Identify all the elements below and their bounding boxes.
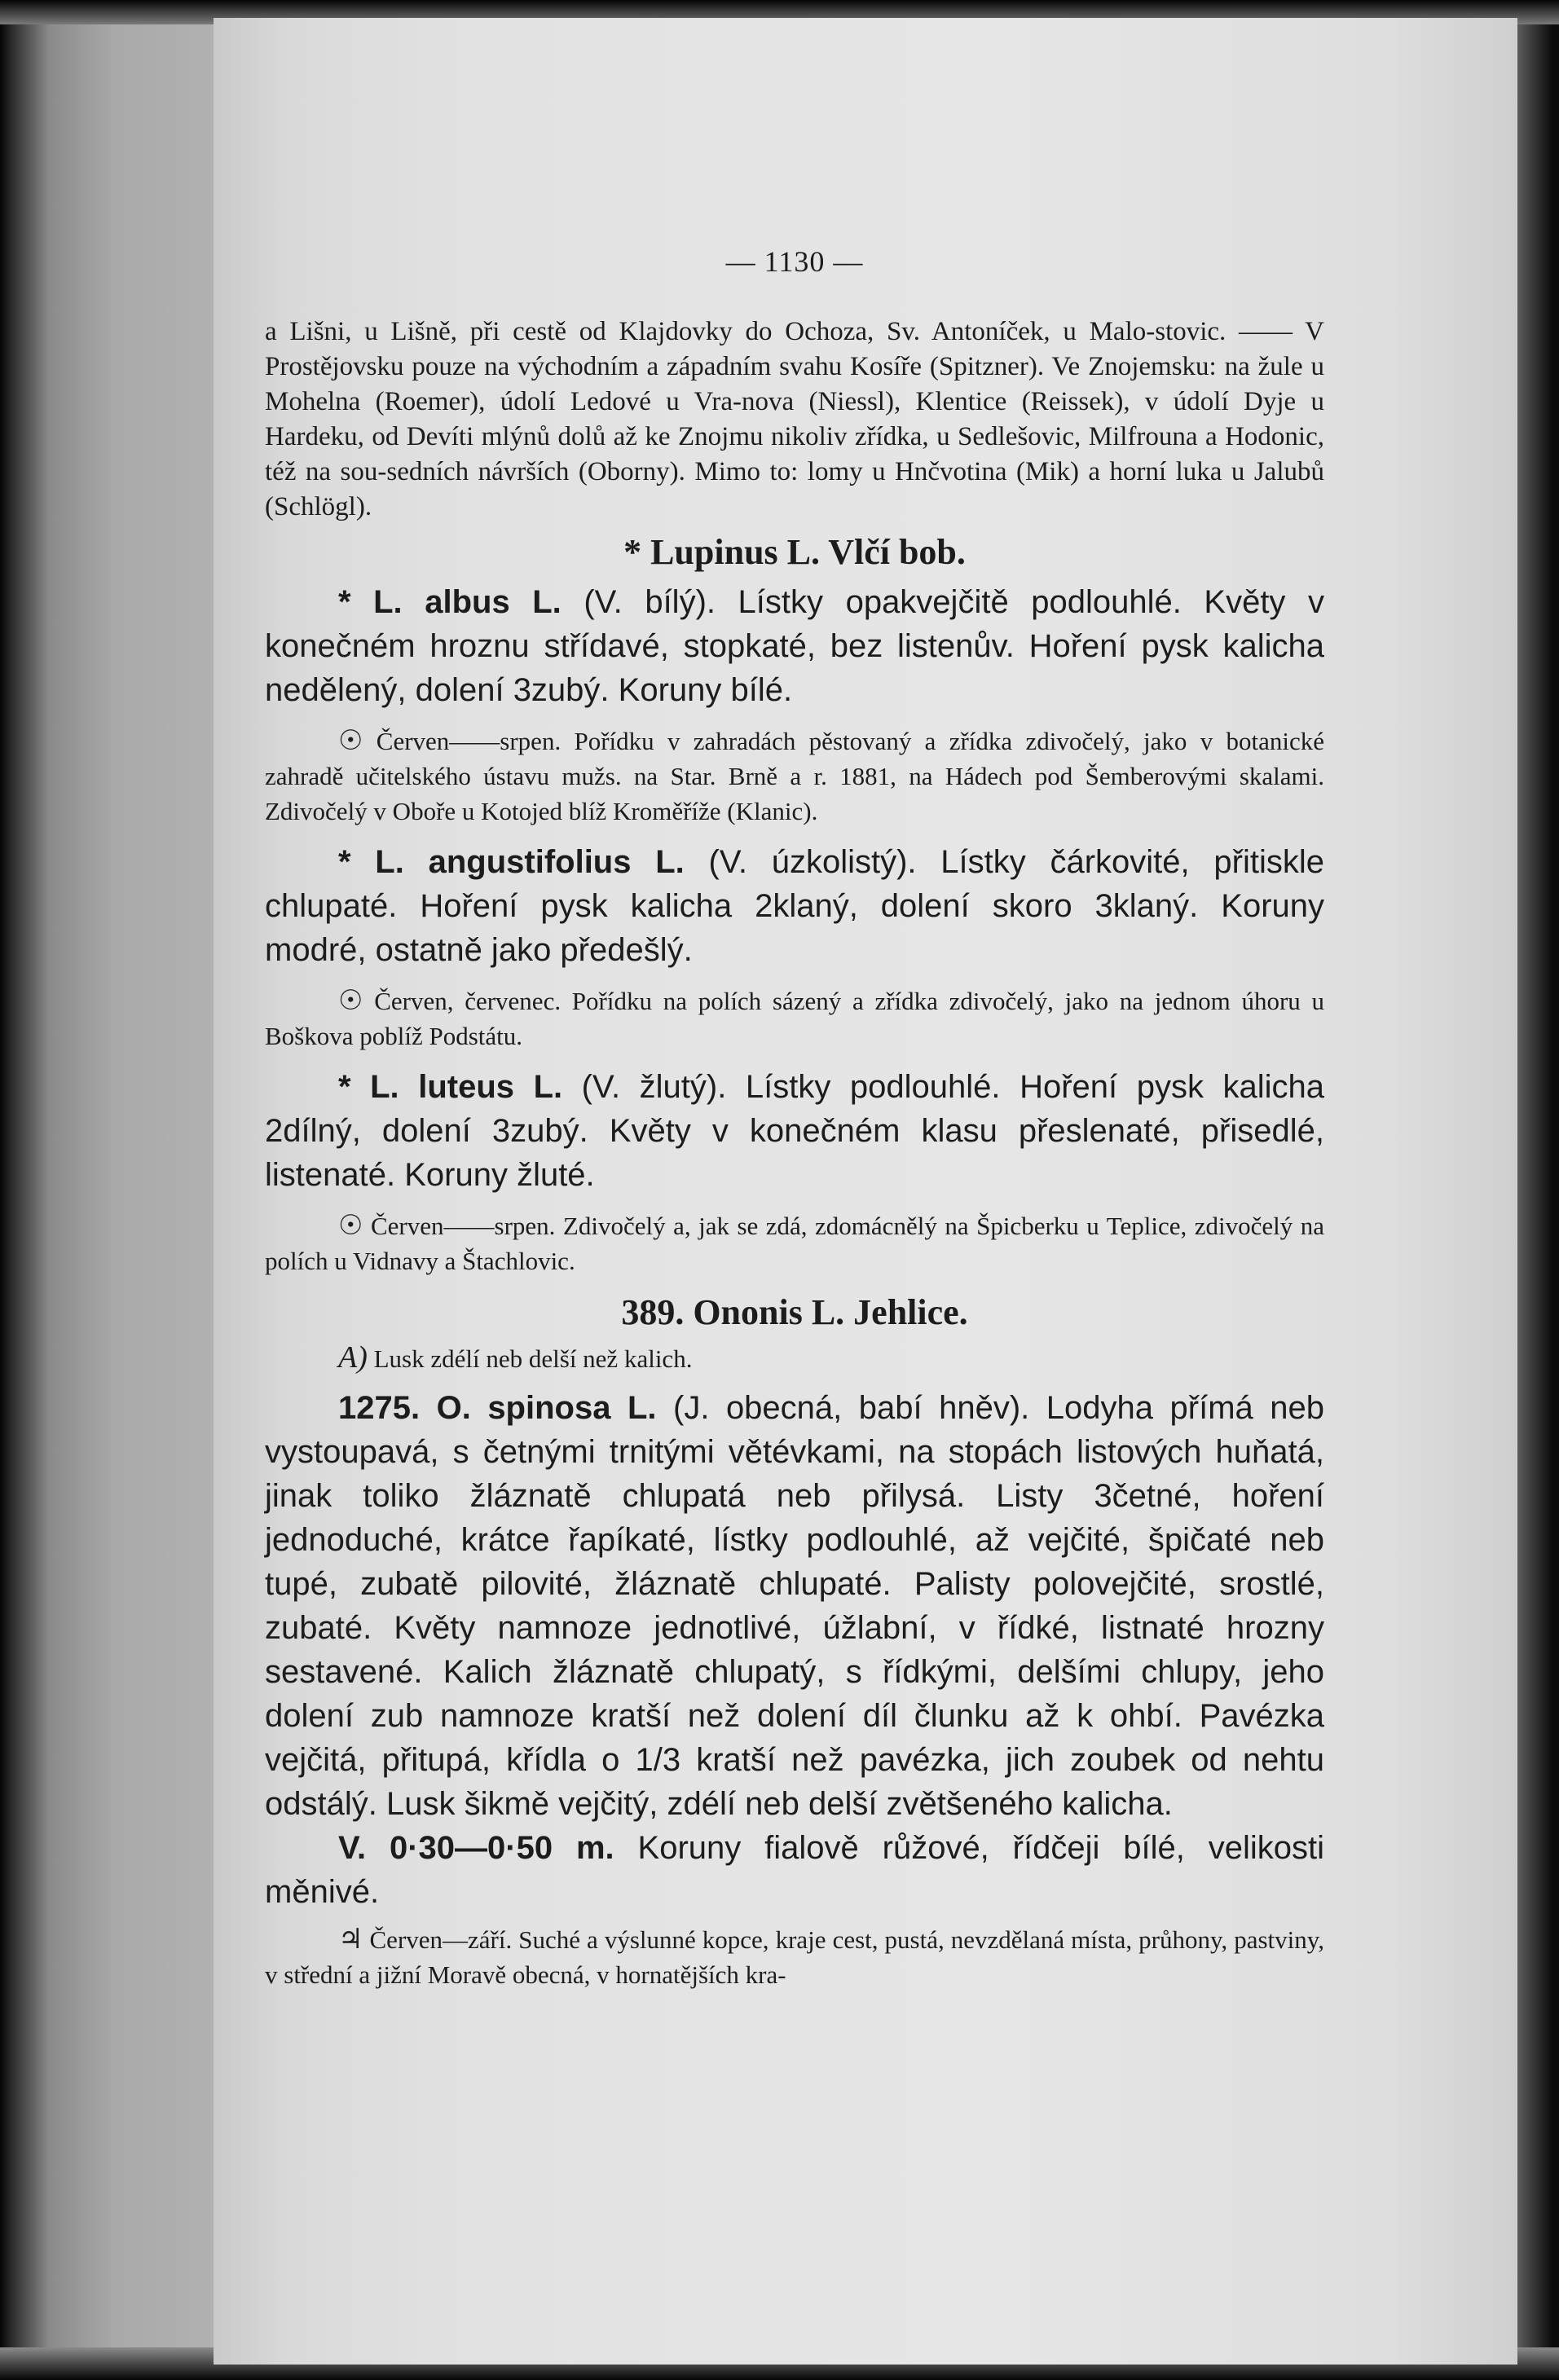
note-lupinus-angustifolius — [265, 983, 1324, 1054]
species-description: (V. žlutý). Lístky podlouhlé. Hoření pysk kalicha 2dílný, dolení 3zubý. Květy v konečném klasu přeslenaté, přisedlé, listenaté. Koruny žluté. — [265, 1069, 1325, 1193]
species-description: (V. úzkolistý). Lístky čárkovité, přitiskle chlupaté. Hoření pysk kalicha 2klaný, dolení skoro 3klaný. Koruny modré, ostatně jako předešlý. — [265, 844, 1324, 968]
note-text: Červen—září. Suché a výslunné kopce, kraje cest, pustá, nevzdělaná místa, průhony, pastviny, v střední a jižní Moravě obecná, v hornatějších kra- — [265, 1925, 1324, 1989]
species-ononis-spinosa — [265, 1386, 1324, 1826]
annual-icon: ☉ — [338, 726, 363, 756]
note-text: Červen——srpen. Pořídku v zahradách pěstovaný a zřídka zdivočelý, jako v botanické zahradě učitelského ústavu mužs. na Star. Brně a r. 1881, na Hádech pod Šemberovými skalami. Zdivočelý v Oboře u Kotojed blíž Kroměříže (Klanic). — [265, 727, 1324, 825]
species-lupinus-luteus — [265, 1065, 1324, 1197]
genus-heading-ononis: 389. Ononis L. Jehlice. — [621, 1292, 968, 1332]
key-text: Lusk zdélí neb delší než kalich. — [367, 1344, 693, 1373]
genus-heading-lupinus: * Lupinus L. Vlčí bob. — [623, 532, 966, 572]
species-size-note — [265, 1826, 1324, 1914]
perennial-icon: ♃ — [338, 1925, 363, 1955]
species-name: * L. angustifolius L. — [338, 844, 685, 880]
key-section-a — [265, 1340, 1324, 1376]
species-lupinus-albus — [265, 580, 1324, 712]
species-lupinus-angustifolius — [265, 840, 1324, 972]
page-content — [265, 244, 1324, 1992]
note-text: Červen——srpen. Zdivočelý a, jak se zdá, zdomácnělý na Špicberku u Teplice, zdivočelý na polích u Vidnavy a Štachlovic. — [265, 1212, 1324, 1275]
species-description: (V. bílý). Lístky opakvejčitě podlouhlé. Květy v konečném hroznu střídavé, stopkaté, bez listenův. Hoření pysk kalicha nedělený, dolení 3zubý. Koruny bílé. — [265, 584, 1324, 708]
size-label: V. 0·30—0·50 m. — [338, 1830, 614, 1866]
species-name: 1275. O. spinosa L. — [338, 1390, 657, 1426]
size-text: Koruny fialově růžové, řídčeji bílé, velikosti měnivé. — [265, 1830, 1324, 1910]
locality-paragraph: a Lišni, u Lišně, při cestě od Klajdovky do Ochoza, Sv. Antoníček, u Malo-stovic. —— V Prostějovsku pouze na východním a západním svahu Kosíře (Spitzner). Ve Znojemsku: na žule u Mohelna (Roemer), údolí Ledové u Vra-nova (Niessl), Klentice (Reissek), v údolí Dyje u Hardeku, od Devíti mlýnů dolů až ke Znojmu nikoliv zřídka, u Sedlešovic, Milfrouna a Hodonic, též na sou-sedních návrších (Oborny). Mimo to: lomy u Hnčvotina (Mik) a horní luka u Jalubů (Schlögl). — [265, 317, 1324, 521]
annual-icon: ☉ — [338, 986, 363, 1016]
annual-icon: ☉ — [338, 1211, 363, 1241]
key-letter: A) — [338, 1340, 368, 1375]
note-ononis-spinosa — [265, 1922, 1324, 1992]
note-text: Červen, červenec. Pořídku na polích sázený a zřídka zdivočelý, jako na jednom úhoru u Boškova poblíž Podstátu. — [265, 987, 1324, 1050]
note-lupinus-luteus — [265, 1208, 1324, 1278]
note-lupinus-albus — [265, 724, 1324, 829]
species-name: * L. albus L. — [338, 584, 562, 620]
page-number: — 1130 — — [725, 245, 864, 278]
species-name: * L. luteus L. — [338, 1069, 563, 1105]
species-description: (J. obecná, babí hněv). Lodyha přímá neb vystoupavá, s četnými trnitými větévkami, na stopách listových huňatá, jinak toliko žláznatě chlupatá neb přilysá. Listy 3četné, hoření jednoduché, krátce řapíkaté, lístky podlouhlé, až vejčité, špičaté neb tupé, zubatě pilovité, žláznatě chlupaté. Palisty polovejčité, srostlé, zubaté. Květy namnoze jednotlivé, úžlabní, v řídké, listnaté hrozny sestavené. Kalich žláznatě chlupatý, s řídkými, delšími chlupy, jeho dolení zub namnoze kratší než dolení díl člunku až k ohbí. Pavézka vejčitá, přitupá, křídla o 1/3 kratší než pavézka, jich zoubek od nehtu odstálý. Lusk šikmě vejčitý, zdélí neb delší zvětšeného kalicha. — [265, 1390, 1324, 1822]
